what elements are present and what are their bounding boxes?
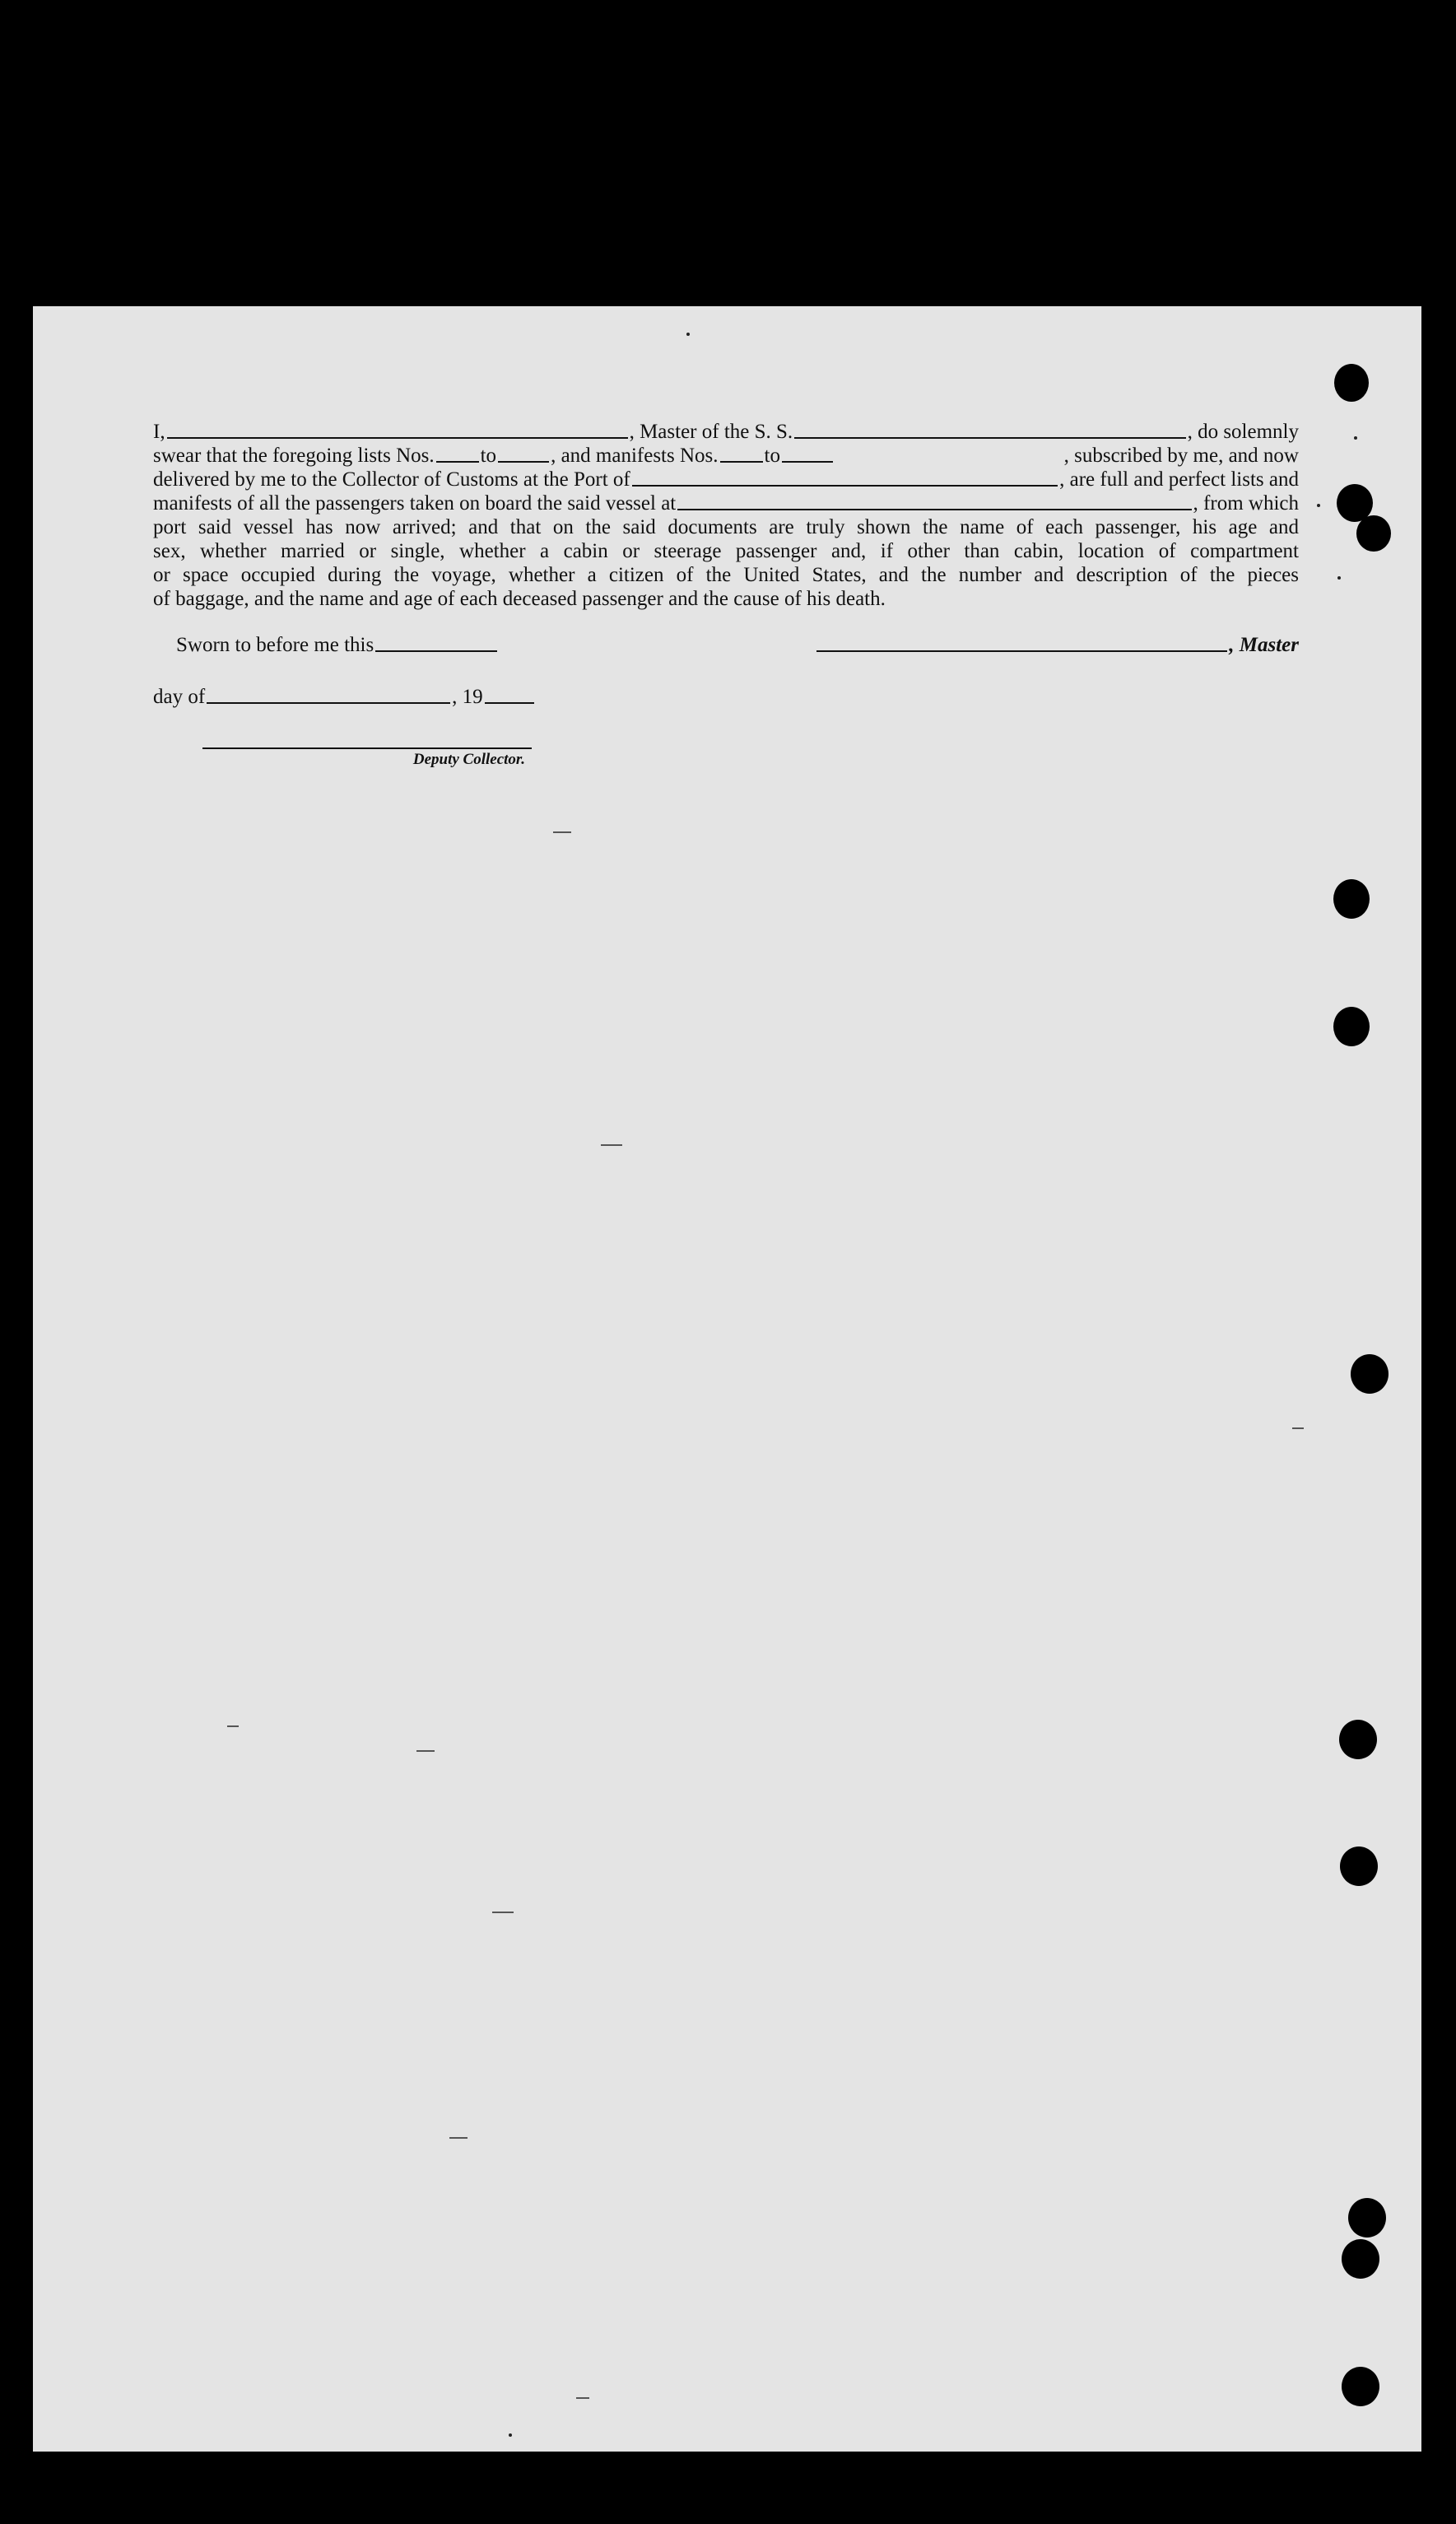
sworn-text: Sworn to before me this [176,634,374,656]
oath-text: , Master of the S. S. [629,421,793,443]
port-blank[interactable] [632,485,1058,487]
oath-text: port said vessel has now arrived; and that on the said documents are truly shown the name of each passenger, his age and [153,516,1299,538]
oath-text: to [480,445,497,467]
oath-line-4 [153,491,1299,515]
oath-text: of baggage, and the name and age of each deceased passenger and the cause of his death. [153,588,886,610]
year-blank[interactable] [485,702,534,704]
oath-text: , are full and perfect lists and [1059,468,1299,491]
master-name-blank[interactable] [167,437,628,439]
oath-line-3 [153,468,1299,491]
oath-text: manifests of all the passengers taken on board the said vessel at [153,492,677,515]
master-signature-line [815,634,1299,657]
month-blank[interactable] [207,702,450,704]
speck [1317,504,1320,507]
speck [553,831,571,833]
punch-hole [1334,364,1369,402]
oath-paragraph [153,420,1299,611]
punch-hole [1339,1720,1377,1759]
vessel-name-blank[interactable] [794,437,1185,439]
sworn-day-blank[interactable] [375,650,497,652]
departure-port-blank[interactable] [677,509,1191,510]
oath-text: I, [153,421,165,443]
master-label: , Master [1229,634,1299,656]
deputy-collector-label: Deputy Collector. [412,751,525,768]
speck [686,333,690,336]
speck [449,2137,468,2139]
oath-line-1 [153,420,1299,444]
oath-line-5 [153,515,1299,539]
deputy-signature-line[interactable] [202,747,532,749]
speck [509,2433,512,2437]
manifests-from-blank[interactable] [720,461,763,463]
speck [492,1912,514,1913]
oath-text: , do solemnly [1187,421,1299,443]
speck [576,2397,589,2399]
manifests-to-blank[interactable] [782,461,833,463]
punch-hole [1342,2239,1379,2279]
oath-line-8 [153,587,1299,611]
master-signature-blank[interactable] [816,650,1227,652]
speck [601,1144,622,1146]
day-of-label: day of [153,686,206,708]
oath-text: delivered by me to the Collector of Customs at the Port of [153,468,630,491]
speck [1292,1427,1304,1429]
oath-text: to [764,445,780,467]
oath-text: sex, whether married or single, whether a cabin or steerage passenger and, if other than cabin, location of compartment [153,540,1299,562]
day-of-line [153,686,536,709]
oath-line-6 [153,539,1299,563]
sworn-line [176,634,499,657]
punch-hole [1342,2367,1379,2406]
oath-text: swear that the foregoing lists Nos. [153,445,435,467]
punch-hole [1351,1354,1389,1394]
year-label: , 19 [452,686,483,708]
oath-line-2 [153,444,1299,468]
oath-text: or space occupied during the voyage, whether a citizen of the United States, and the number and description of the pieces [153,564,1299,586]
lists-from-blank[interactable] [436,461,479,463]
oath-text: , from which [1193,492,1299,515]
speck [1354,436,1357,440]
document-page [33,306,1421,2452]
oath-text: , and manifests Nos. [551,445,719,467]
punch-hole [1333,1007,1370,1046]
oath-text: , subscribed by me, and now [1063,445,1299,467]
speck [416,1750,435,1752]
punch-hole [1348,2198,1386,2238]
punch-hole [1340,1846,1378,1886]
punch-hole [1333,879,1370,919]
punch-hole [1356,515,1391,552]
speck [227,1725,239,1727]
lists-to-blank[interactable] [498,461,549,463]
speck [1337,576,1341,580]
oath-line-7 [153,563,1299,587]
